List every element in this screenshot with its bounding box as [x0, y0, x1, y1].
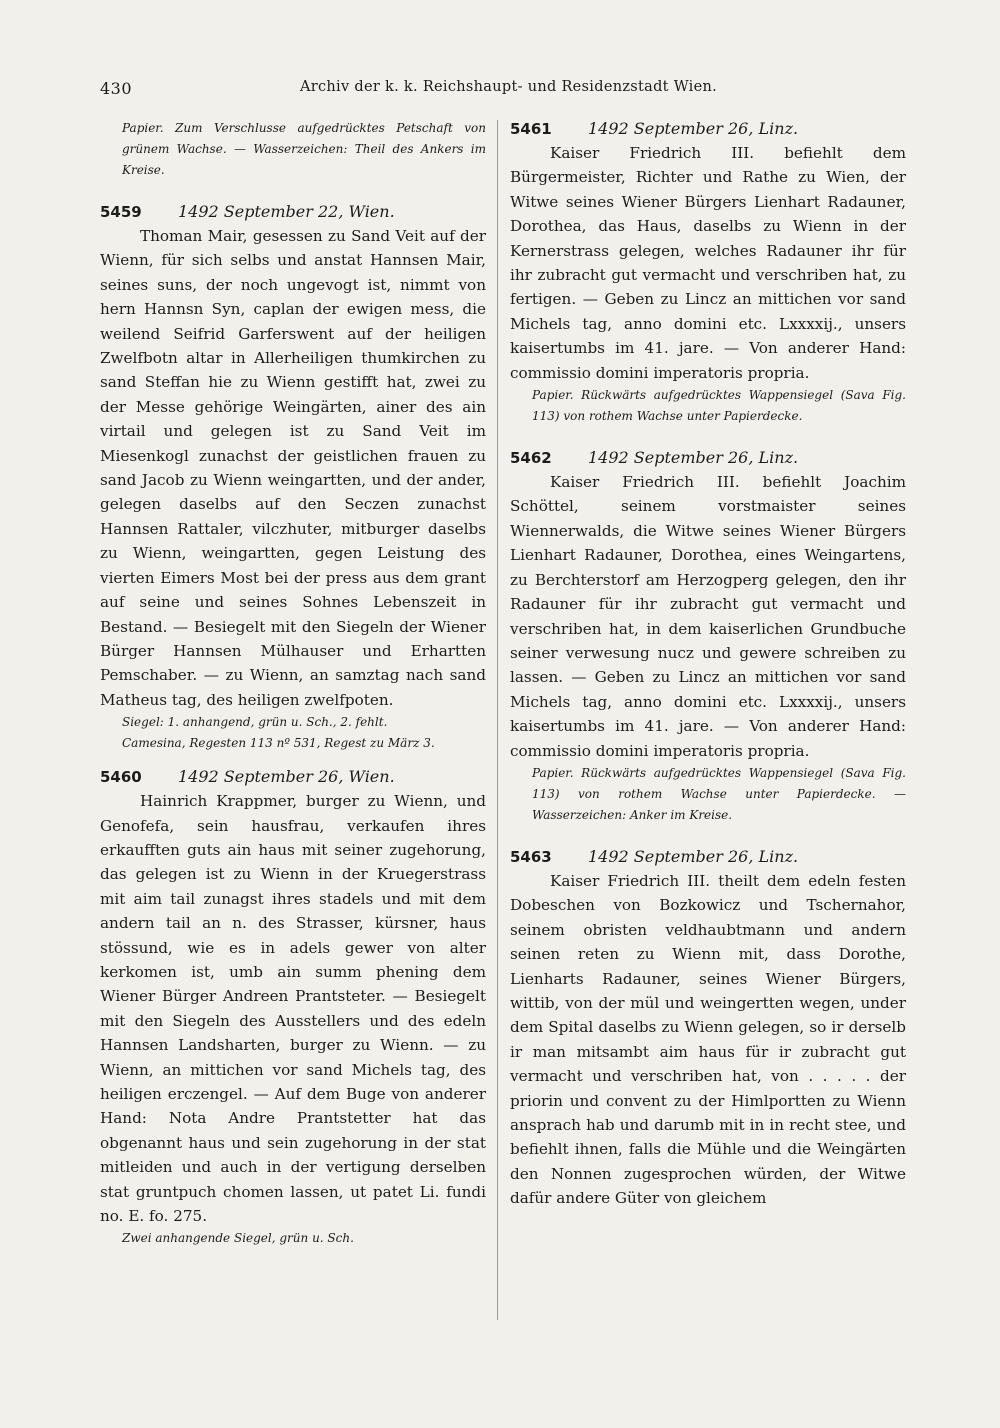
entry-number: 5460 — [100, 768, 142, 787]
left-column — [100, 118, 486, 1249]
entry-date: 1492 September 26, Linz. — [588, 448, 799, 468]
entry-note: Siegel: 1. anhangend, grün u. Sch., 2. fehlt. — [122, 715, 388, 730]
entry-date: 1492 September 26, Linz. — [588, 119, 799, 138]
intro-note: Papier. Zum Verschlusse aufgedrücktes Petschaft von grünem Wachse. — Wasserzeichen: Theil des Ankers im Kreise. — [122, 121, 486, 177]
entry-5460 — [100, 766, 486, 1249]
entry-number: 5462 — [510, 449, 552, 468]
entry-heading — [100, 766, 486, 788]
entry-heading — [510, 447, 906, 469]
running-title: Archiv der k. k. Reichshaupt- und Residenzstadt Wien. — [300, 79, 718, 95]
entry-note: Zwei anhangende Siegel, grün u. Sch. — [122, 1231, 354, 1246]
entry-text: Hainrich Krappmer, burger zu Wienn, und Genofefa, sein hausfrau, verkaufen ihres erkaufften guts ain haus mit seiner zugehorung, das gelegen ist zu Wienn in der Kruegerstrass mit aim tail zunagst ihres stadels und mit dem andern tail an n. des Strasser, kürsner, haus stössund, wie es in adels gewer von alter kerkomen ist, umb ain summ phening dem Wiener Bürger Andreen Prantsteter. — Besiegelt mit den Siegeln des Ausstellers und des edeln Hannsen Landsharten, burger zu Wienn. — zu Wienn, an mittichen vor sand Michels tag, des heiligen erczengel. — Auf dem Buge von anderer Hand: Nota Andre Prantstetter hat das obgenannt haus und sein zugehorung in der stat mitleiden und auch in der vertigung derselben stat gruntpuch chomen lassen, ut patet Li. fundi no. E. fo. 275. — [100, 792, 486, 1226]
entry-text: Thoman Mair, gesessen zu Sand Veit auf der Wienn, für sich selbs und anstat Hannsen Mair, seines suns, der noch ungevogt ist, nimmt von hern Hannsn Syn, caplan der ewigen mess, die weilend Seifrid Garferswent auf der heiligen Zwelfbotn altar in Allerheiligen thumkirchen zu sand Steffan hie zu Wienn gestifft hat, zwei zu der Messe gehörige Weingärten, ainer des ain virtail und gelegen ist zu Sand Veit im Miesenkogl zunachst der geistlichen frauen zu sand Jacob zu Wienn weingartten, und der ander, gelegen daselbs auf den Seczen zunachst Hannsen Rattaler, vilczhuter, mitburger daselbs zu Wienn, weingartten, gegen Leistung des vierten Eimers Most bei der press aus dem grant auf seine und seines Sohnes Lebenszeit in Bestand. — Besiegelt mit den Siegeln der Wiener Bürger Hannsen Mülhauser und Erhartten Pemschaber. — zu Wienn, an samztag nach sand Matheus tag, des heiligen zwelfpoten. — [100, 227, 486, 709]
entry-number: 5461 — [510, 120, 552, 138]
entry-date: 1492 September 22, Wien. — [178, 202, 395, 221]
entry-note: Papier. Rückwärts aufgedrücktes Wappensiegel (Sava Fig. 113) von rothem Wachse unter Papierdecke. — Wasserzeichen: Anker im Kreise. — [532, 765, 906, 822]
entry-text: Kaiser Friedrich III. theilt dem edeln festen Dobeschen von Bozkowicz und Tschernahor, seinem obristen veldhaubtmann und andern seinen reten zu Wienn mit, dass Dorothe, Lienharts Radauner, seines Wiener Bürgers, wittib, von der mül und weingertten wegen, under dem Spital daselbs zu Wienn gelegen, so ir derselb ir man mitsambt aim haus für ir zubracht gut vermacht und verschriben hat, von . . . . . der priorin und convent zu der Himlportten zu Wienn ansprach hab und darumb mit in in recht stee, und befiehlt ihnen, falls die Mühle und die Weingärten den Nonnen zugesprochen würden, der Witwe dafür andere Güter von gleichem — [510, 871, 906, 1208]
entry-number: 5463 — [510, 847, 552, 866]
entry-date: 1492 September 26, Linz. — [588, 846, 799, 866]
column-divider — [497, 120, 498, 1320]
entry-date: 1492 September 26, Wien. — [178, 767, 395, 787]
entry-note: Camesina, Regesten 113 nº 531, Regest zu März 3. — [122, 736, 435, 751]
entry-heading — [100, 201, 486, 223]
entry-heading — [510, 846, 906, 868]
entry-note: Papier. Rückwärts aufgedrücktes Wappensiegel (Sava Fig. 113) von rothem Wachse unter Papierdecke. — [532, 388, 906, 424]
page-number: 430 — [100, 79, 133, 98]
entry-5462 — [510, 447, 906, 826]
right-column — [510, 118, 906, 1211]
entry-text: Kaiser Friedrich III. befiehlt Joachim Schöttel, seinem vorstmaister seines Wiennerwalds, die Witwe seines Wiener Bürgers Lienhart Radauner, Dorothea, eines Weingartens, zu Berchterstorf am Herzogperg gelegen, den ihr Radauner für ihr zubracht gut vermacht und verschriben hat, in dem kaiserlichen Grundbuche seiner verwesung nucz und gewere schreiben zu lassen. — Geben zu Lincz an mittichen vor sand Michels tag, anno domini etc. Lxxxxij., unsers kaisertumbs im 41. jare. — Von anderer Hand: commissio domini imperatoris propria. — [510, 473, 906, 760]
entry-5461 — [510, 118, 906, 427]
entry-heading — [510, 118, 906, 140]
entry-text: Kaiser Friedrich III. befiehlt dem Bürgermeister, Richter und Rathe zu Wien, der Witwe seines Wiener Bürgers Lienhart Radauner, Dorothea, das Haus, daselbs zu Wienn in der Kernerstrass gelegen, welches Radauner ihr für ihr zubracht gut vermacht und verschriben hat, zu fertigen. — Geben zu Lincz an mittichen vor sand Michels tag, anno domini etc. Lxxxxij., unsers kaisertumbs im 41. jare. — Von anderer Hand: commissio domini imperatoris propria. — [510, 144, 906, 382]
entry-5463 — [510, 846, 906, 1211]
entry-number: 5459 — [100, 203, 142, 221]
entry-5459 — [100, 201, 486, 754]
